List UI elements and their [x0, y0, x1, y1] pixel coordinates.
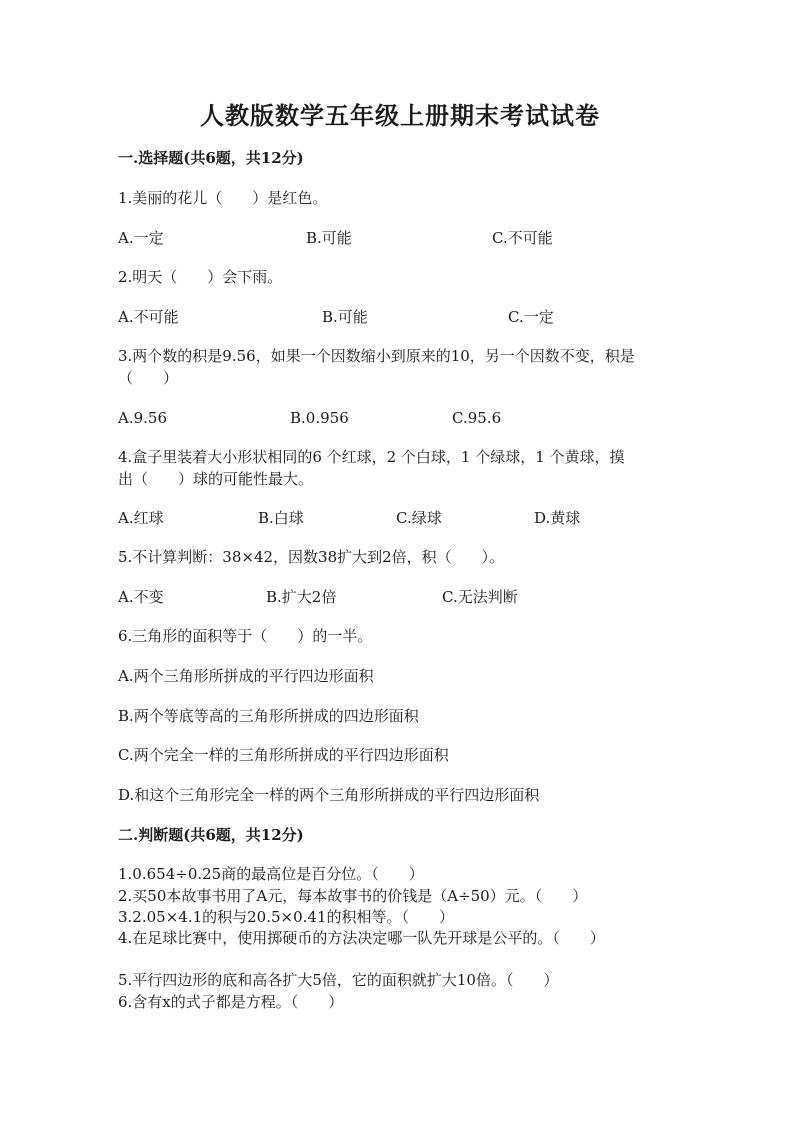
question-5-stem: 5.不计算判断：38×42，因数38扩大到2倍，积（ ）。	[118, 548, 505, 566]
page-title: 人教版数学五年级上册期末考试试卷	[200, 101, 600, 130]
question-5-option-b: B.扩大2倍	[266, 588, 337, 606]
question-2-option-c: C.一定	[508, 308, 554, 326]
question-2-option-a: A.不可能	[118, 308, 179, 326]
question-3-option-c: C.95.6	[452, 409, 502, 427]
question-1-option-b: B.可能	[306, 229, 352, 247]
judge-item-2: 2.买50本故事书用了A元，每本故事书的价钱是（A÷50）元。（ ）	[118, 887, 588, 905]
section2-heading: 二.判断题(共6题，共12分)	[118, 826, 304, 844]
question-5-option-c: C.无法判断	[442, 588, 518, 606]
question-4-option-a: A.红球	[118, 509, 164, 527]
question-6-option-c: C.两个完全一样的三角形所拼成的平行四边形面积	[118, 746, 449, 764]
question-6-option-d: D.和这个三角形完全一样的两个三角形所拼成的平行四边形面积	[118, 786, 540, 804]
question-2-stem: 2.明天（ ）会下雨。	[118, 268, 283, 286]
question-1-option-a: A.一定	[118, 229, 164, 247]
judge-item-5: 5.平行四边形的底和高各扩大5倍，它的面积就扩大10倍。（ ）	[118, 971, 559, 989]
question-1-option-c: C.不可能	[492, 229, 553, 247]
question-4-option-c: C.绿球	[396, 509, 442, 527]
question-6-option-b: B.两个等底等高的三角形所拼成的四边形面积	[118, 707, 419, 725]
question-3-option-b: B.0.956	[290, 409, 349, 427]
judge-item-4: 4.在足球比赛中，使用掷硬币的方法决定哪一队先开球是公平的。（ ）	[118, 929, 605, 947]
question-5-option-a: A.不变	[118, 588, 164, 606]
question-3-stem: 3.两个数的积是9.56，如果一个因数缩小到原来的10，另一个因数不变，积是	[118, 347, 635, 365]
judge-item-6: 6.含有x的式子都是方程。（ ）	[118, 993, 344, 1011]
question-6-option-a: A.两个三角形所拼成的平行四边形面积	[118, 667, 374, 685]
question-4-stem-cont: 出（ ）球的可能性最大。	[118, 470, 314, 488]
judge-item-1: 1.0.654÷0.25商的最高位是百分位。（ ）	[118, 865, 424, 883]
question-6-stem: 6.三角形的面积等于（ ）的一半。	[118, 627, 373, 645]
question-4-stem: 4.盒子里装着大小形状相同的6 个红球，2 个白球，1 个绿球，1 个黄球，摸	[118, 448, 625, 466]
question-3-option-a: A.9.56	[118, 409, 167, 427]
question-4-option-b: B.白球	[258, 509, 304, 527]
question-2-option-b: B.可能	[322, 308, 368, 326]
section1-heading: 一.选择题(共6题，共12分)	[118, 149, 304, 167]
question-1-stem: 1.美丽的花儿（ ）是红色。	[118, 189, 328, 207]
judge-item-3: 3.2.05×4.1的积与20.5×0.41的积相等。（ ）	[118, 908, 454, 926]
question-4-option-d: D.黄球	[534, 509, 581, 527]
question-3-stem-cont: （ ）	[118, 369, 179, 387]
